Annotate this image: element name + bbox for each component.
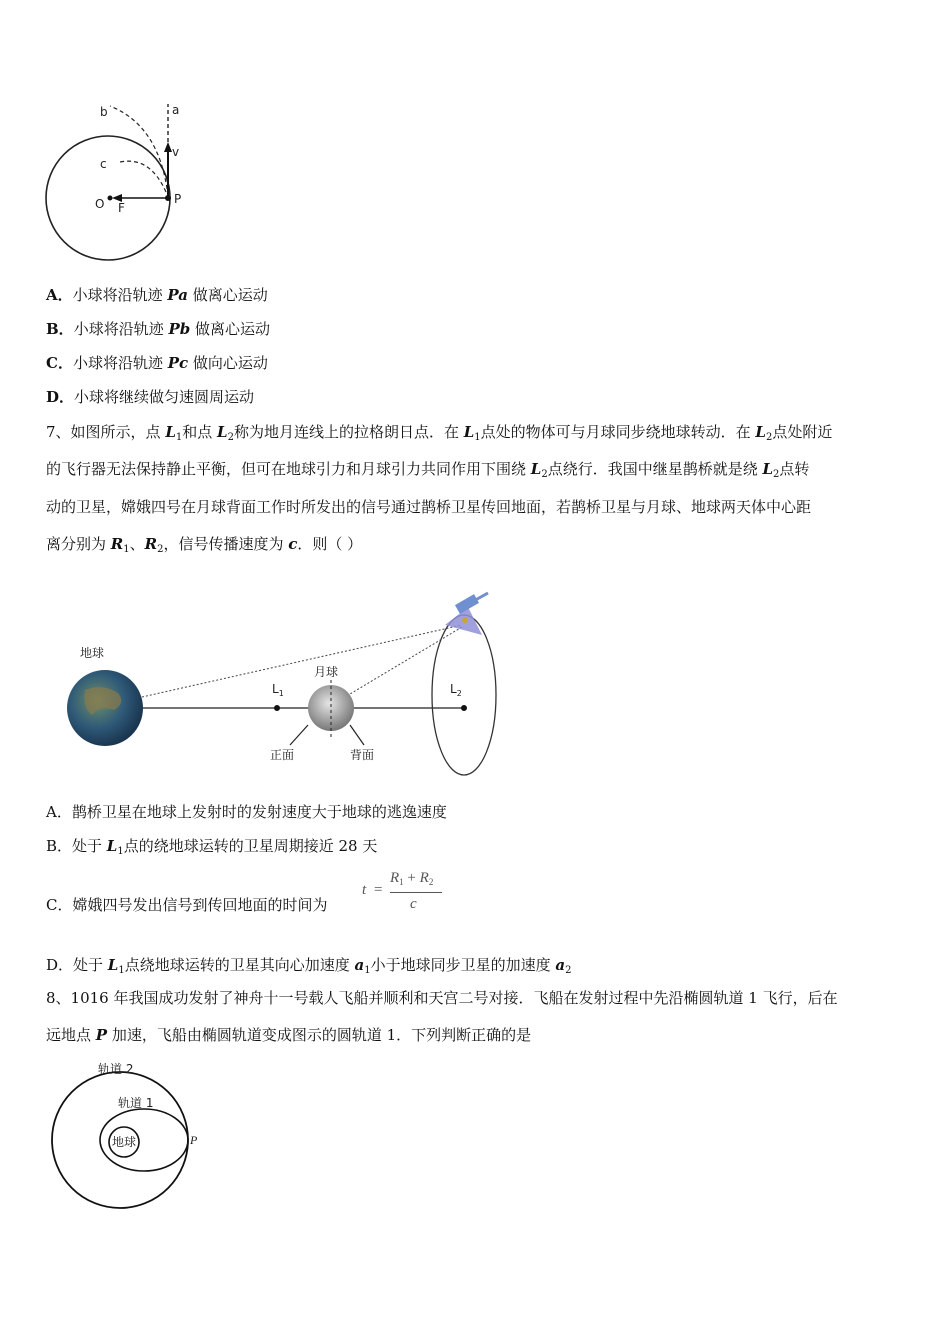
q6-option-b: B．小球将沿轨迹 Pb 做离心运动 [46,320,271,338]
formula-numerator: $R_1 + R_2$ [390,870,434,887]
q7-option-a: A．鹊桥卫星在地球上发射时的发射速度大于地球的逃逸速度 [46,803,447,821]
back-label: 背面 [350,748,375,762]
figure-circular-motion [40,96,200,266]
formula-time [362,870,452,918]
velocity-arrowhead [164,142,172,152]
l2-label: $L_2$ [450,682,462,698]
sightline-moon [340,627,462,700]
q8-stem-line2: 远地点 P 加速，飞船由椭圆轨道变成图示的圆轨道 1．下列判断正确的是 [46,1026,532,1044]
curve-b [110,106,168,196]
front-label: 正面 [270,748,295,762]
label-b: b [100,105,108,119]
q8-stem-line1: 8、1016 年我国成功发射了神舟十一号载人飞船并顺利和天宫二号对接．飞船在发射过程中先沿椭圆轨道 1 飞行，后在 [46,989,838,1007]
point-l1 [274,705,280,711]
q7-option-d: D．处于 $L_1$点绕地球运转的卫星其向心加速度 $a_1$小于地球同步卫星的加速度 $a_2$ [46,956,572,976]
arrow-back [350,725,364,745]
orbit2-label: 轨道 2 [98,1062,134,1076]
q6-option-d: D．小球将继续做匀速圆周运动 [46,388,255,406]
point-p [165,195,171,201]
label-f: F [118,201,125,215]
q7-option-b: B．处于 $L_1$点的绕地球运转的卫星周期接近 28 天 [46,837,378,857]
figure-lagrange [40,585,510,785]
label-a: a [172,103,180,117]
q7-stem-line4: 离分别为 $R_1$、$R_2$，信号传播速度为 c．则（ ） [46,535,363,555]
p-label: P [190,1133,198,1147]
q7-stem-line1: 7、如图所示，点 $L_1$和点 $L_2$称为地月连线上的拉格朗日点．在 $L_1$点处的物体可与月球同步绕地球转动．在 $L_2$点处附近 [46,423,833,443]
orbit1-label: 轨道 1 [118,1096,154,1110]
curve-c [120,161,166,192]
q7-stem-line2: 的飞行器无法保持静止平衡，但可在地球引力和月球引力共同作用下围绕 $L_2$点绕行．我国中继星鹊桥就是绕 $L_2$点转 [46,460,810,480]
label-o: O [95,197,105,211]
figure-orbits [40,1055,220,1215]
label-v: v [172,145,180,159]
point-l2 [461,705,467,711]
earth-label: 地球 [112,1135,137,1149]
q7-option-c: C．嫦娥四号发出信号到传回地面的时间为 [46,896,328,914]
point-o [108,196,113,201]
q7-stem-line3: 动的卫星，嫦娥四号在月球背面工作时所发出的信号通过鹊桥卫星传回地面，若鹊桥卫星与月球、地球两天体中心距 [46,498,812,516]
label-p: P [174,192,182,206]
sightline-earth [142,625,462,697]
formula-equals: = [374,882,383,898]
moon-label: 月球 [314,665,339,679]
label-c: c [100,157,107,171]
q6-option-a: A．小球将沿轨迹 Pa 做离心运动 [46,286,268,304]
arrow-front [290,725,308,745]
earth-label: 地球 [80,646,105,660]
halo-orbit [432,615,496,775]
formula-t: t [362,882,367,898]
formula-denominator: c [410,896,417,912]
formula-fraction-bar [390,892,442,893]
l1-label: $L_1$ [272,682,284,698]
q6-option-c: C．小球将沿轨迹 Pc 做向心运动 [46,354,268,372]
